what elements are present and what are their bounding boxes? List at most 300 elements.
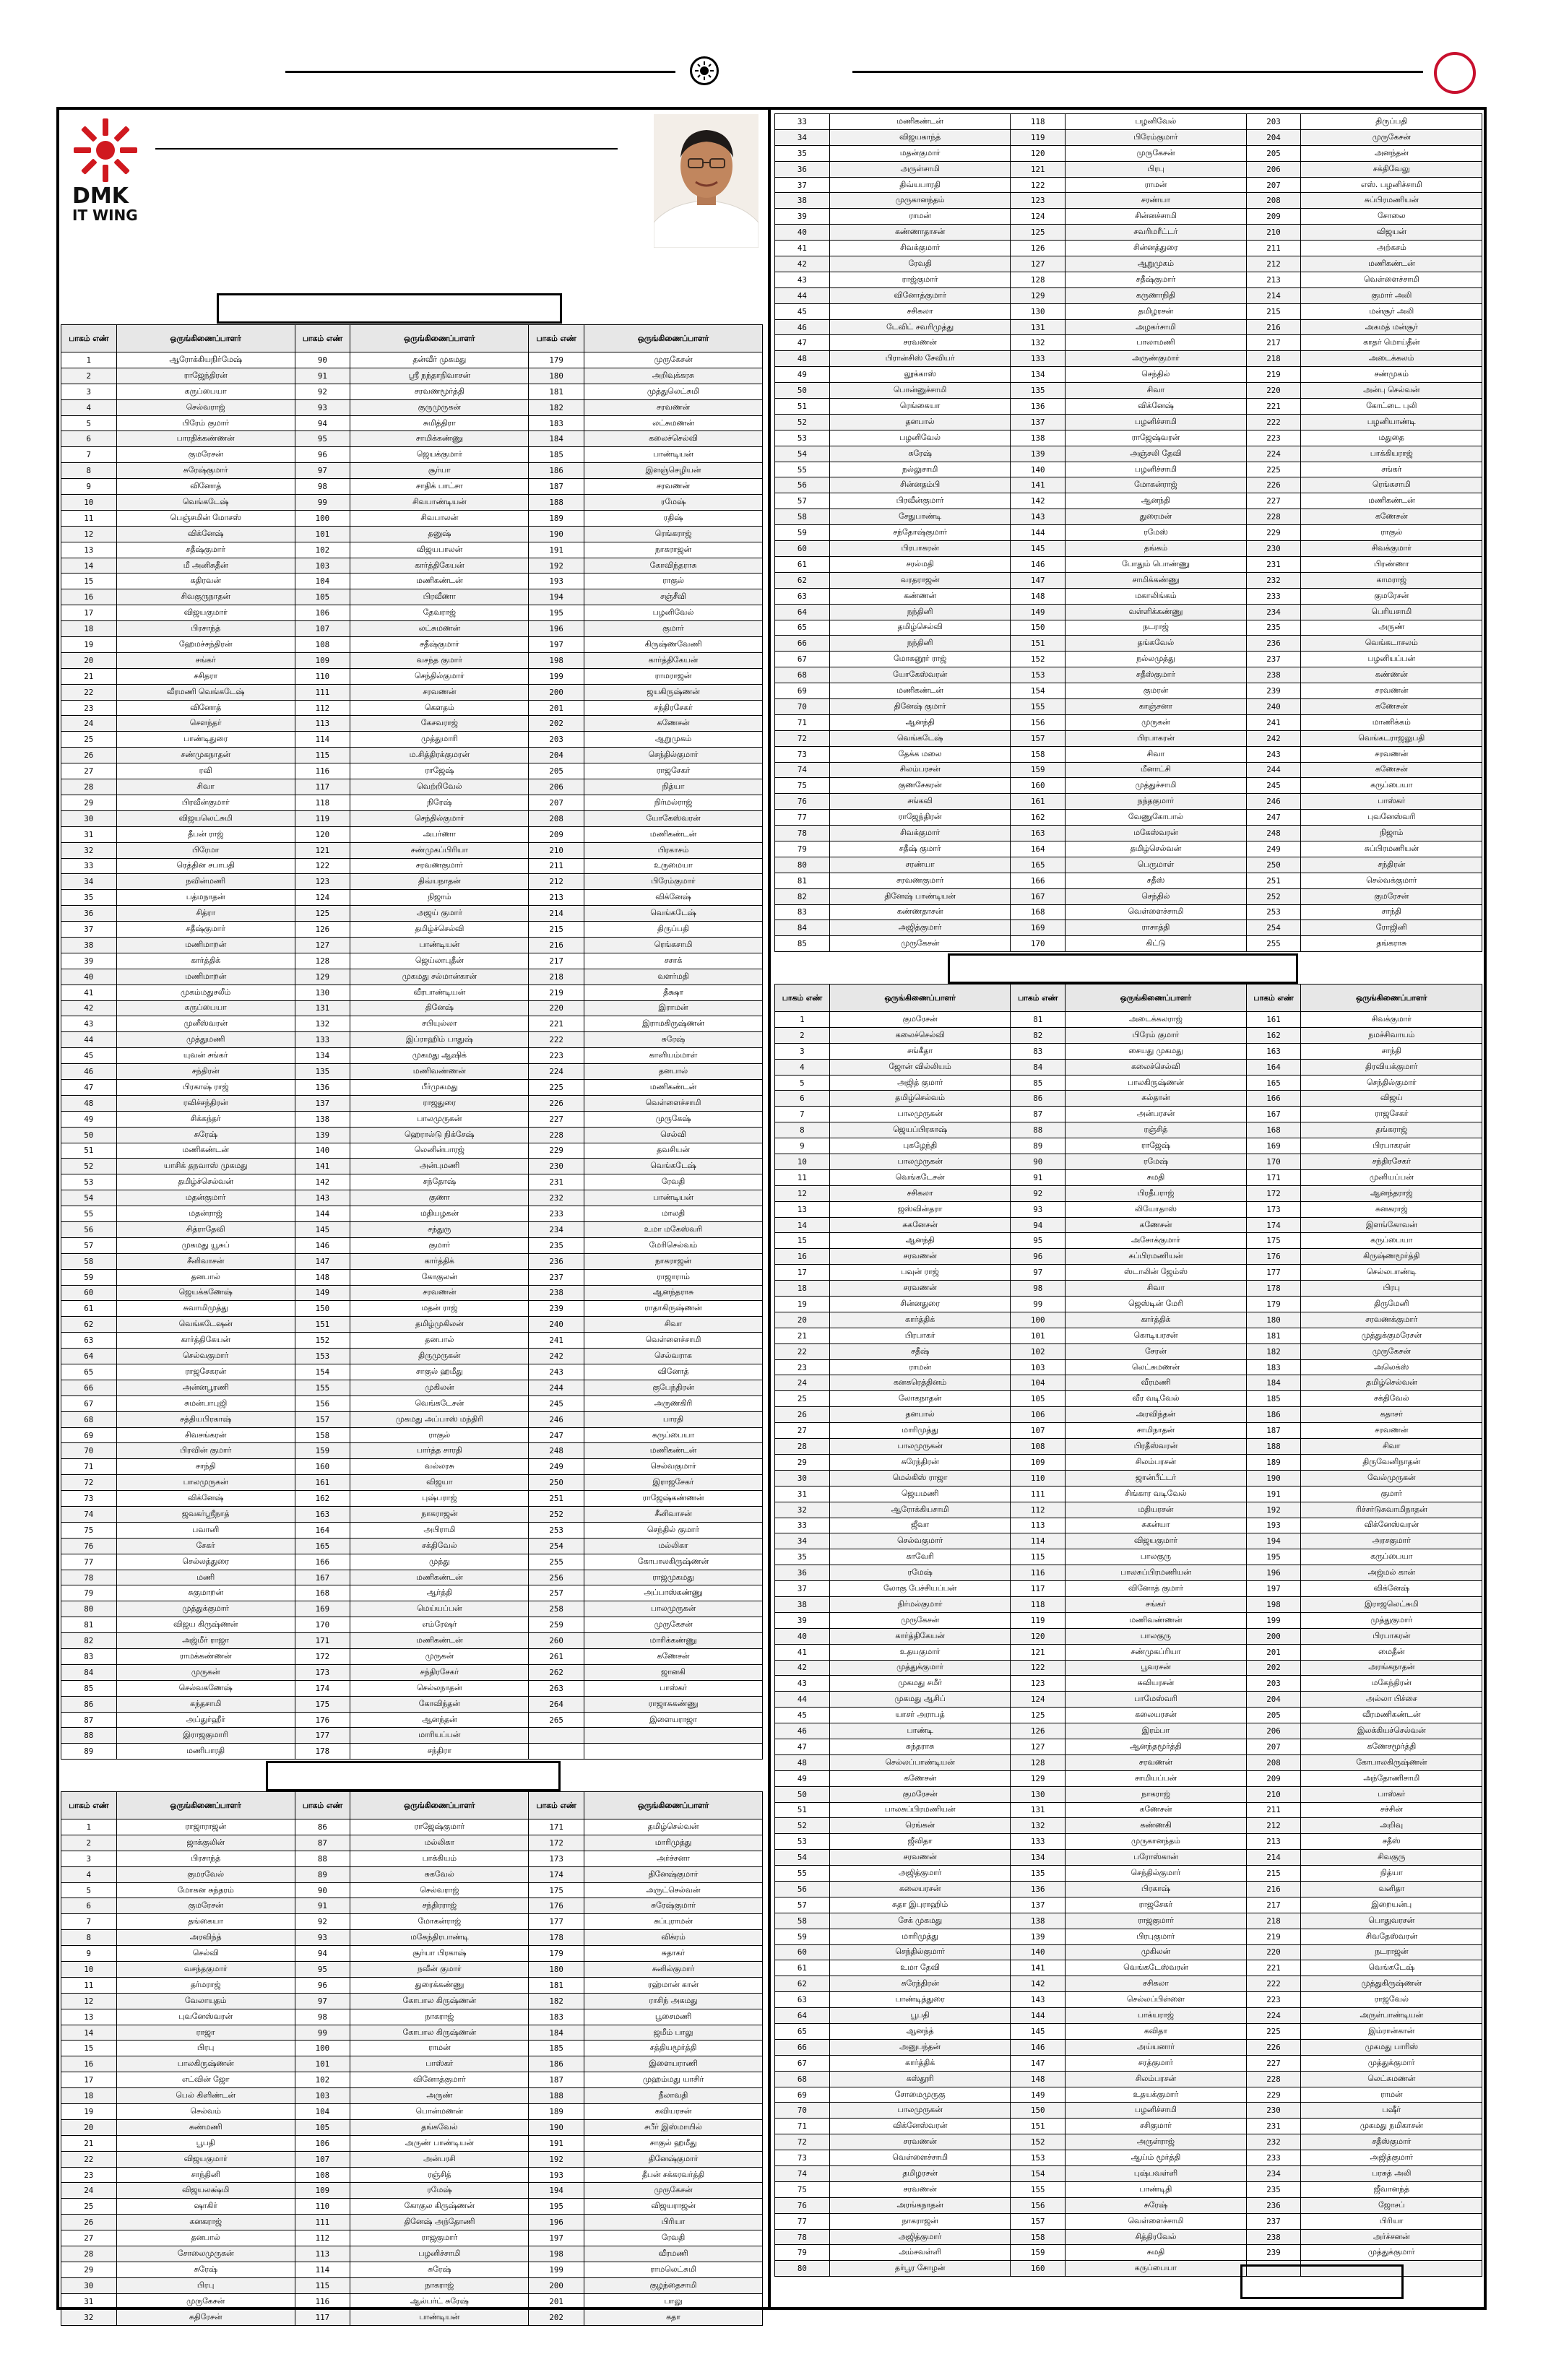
part-number-cell: 234	[1246, 604, 1301, 620]
coordinator-name-cell: ராஜசேகர்	[1301, 1107, 1482, 1122]
part-number-cell: 188	[529, 2088, 584, 2104]
part-number-cell: 40	[775, 225, 830, 241]
coordinator-name-cell: செல்வகுமார்	[584, 1459, 762, 1475]
party-emblem-icon	[690, 56, 719, 85]
table-row	[775, 778, 1482, 794]
coordinator-name-cell: பெஞ்சமின் மோசஸ்	[116, 510, 295, 526]
coordinator-name-cell: தினேஷ்குமார்	[584, 2151, 762, 2167]
coordinator-name-cell: முத்துக்குமார்	[116, 1601, 295, 1617]
part-number-cell: 203	[1246, 114, 1301, 130]
table-row	[775, 604, 1482, 620]
coordinator-name-cell: சரவணகுமார்	[829, 873, 1011, 888]
table-row	[775, 1107, 1482, 1122]
column-header-part-no: பாகம் எண்	[1011, 985, 1066, 1012]
table-row	[61, 748, 763, 763]
coordinator-name-cell: ஸ்டாலின் ஜேம்ஸ்	[1066, 1265, 1247, 1281]
coordinator-name-cell: முருகன்	[350, 1649, 529, 1665]
part-number-cell: 109	[295, 652, 350, 668]
part-number-cell: 167	[295, 1570, 350, 1585]
coordinator-name-cell: சரவணமூர்த்தி	[350, 384, 529, 399]
coordinator-name-cell: விக்னேஷ்	[1301, 1581, 1482, 1597]
part-number-cell: 221	[1246, 1960, 1301, 1976]
coordinator-name-cell: ராமன்	[350, 2041, 529, 2056]
part-number-cell: 235	[529, 1237, 584, 1253]
coordinator-name-cell: பழனிவேல்	[584, 605, 762, 621]
part-number-cell: 121	[1011, 161, 1066, 177]
part-number-cell: 185	[529, 2041, 584, 2056]
part-number-cell: 21	[61, 2135, 117, 2151]
coordinator-name-cell: ராஜகுமார்	[1066, 1913, 1247, 1929]
coordinator-name-cell: முத்துமாரி	[350, 732, 529, 748]
part-number-cell: 81	[775, 873, 830, 888]
part-number-cell: 216	[1246, 1881, 1301, 1897]
table-row	[61, 399, 763, 415]
coordinator-name-cell: ராதாகிருஷ்ணன்	[584, 1301, 762, 1317]
part-number-cell: 227	[1246, 493, 1301, 509]
part-number-cell: 82	[61, 1633, 117, 1649]
coordinator-name-cell: நிரேஷ்	[350, 795, 529, 810]
coordinator-name-cell: பிரதீபராஜ்	[1066, 1185, 1247, 1201]
table-row	[61, 1649, 763, 1665]
coordinator-name-cell: சாகுல் ஹமீது	[584, 2135, 762, 2151]
coordinator-name-cell: செந்தில்குமார்	[1301, 1075, 1482, 1091]
part-number-cell: 5	[775, 1075, 830, 1091]
part-number-cell: 150	[1011, 2103, 1066, 2119]
part-number-cell: 28	[61, 779, 117, 795]
part-number-cell: 54	[775, 446, 830, 462]
part-number-cell: 226	[1246, 477, 1301, 493]
table-row	[775, 1565, 1482, 1581]
part-number-cell: 18	[61, 621, 117, 637]
coordinator-name-cell: ஸ்ரீ நந்தாநிவாசன்	[350, 368, 529, 384]
coordinator-name-cell: தினேஷ் குமார்	[829, 698, 1011, 714]
coordinator-name-cell: சச்சின்	[1301, 1802, 1482, 1818]
coordinator-name-cell: நமச்சிவாயம்	[1301, 1027, 1482, 1043]
coordinator-name-cell: வெங்கடேஸ்வரன்	[1066, 1960, 1247, 1976]
coordinator-name-cell: இளையராஜா	[584, 1712, 762, 1728]
coordinator-name-cell: சுல்தான்	[1066, 1091, 1247, 1107]
part-number-cell: 169	[295, 1601, 350, 1617]
table-row	[775, 1676, 1482, 1692]
coordinator-name-cell: விஜயகுமார்	[1066, 1533, 1247, 1549]
table-row	[775, 1122, 1482, 1138]
table-row	[61, 1159, 763, 1174]
part-number-cell: 250	[1246, 857, 1301, 873]
coordinator-name-cell: பாண்டியன்	[584, 1190, 762, 1206]
part-number-cell: 95	[295, 1962, 350, 1978]
coordinator-name-cell: சரவணன்	[1301, 683, 1482, 699]
coordinator-name-cell: லோகநாதன்	[829, 1391, 1011, 1407]
part-number-cell: 175	[529, 1882, 584, 1898]
coordinator-name-cell: சக்திவேலு	[1301, 161, 1482, 177]
coordinator-name-cell: ரஞ்சித்	[1066, 1122, 1247, 1138]
part-number-cell: 15	[61, 574, 117, 589]
coordinator-name-cell: பாலகுரு	[1066, 1628, 1247, 1644]
coordinator-name-cell: சரவணன்	[1301, 746, 1482, 762]
coordinator-name-cell: நிர்மல்குமார்	[829, 1596, 1011, 1612]
part-number-cell: 22	[61, 2151, 117, 2167]
table-row	[61, 605, 763, 621]
coordinator-name-cell: சசிகலா	[829, 1185, 1011, 1201]
table-row	[61, 510, 763, 526]
part-number-cell: 66	[61, 1380, 117, 1395]
coordinator-name-cell: கார்த்திக்	[1066, 1312, 1247, 1328]
part-number-cell: 230	[1246, 541, 1301, 557]
coordinator-name-cell: சிவபாண்டியன்	[350, 495, 529, 511]
part-number-cell: 46	[775, 1723, 830, 1739]
table-row	[775, 1913, 1482, 1929]
table-row	[775, 2245, 1482, 2261]
part-number-cell: 251	[529, 1491, 584, 1507]
coordinator-name-cell: ராஜாசுகண்ணு	[584, 1696, 762, 1712]
table-row	[61, 415, 763, 431]
part-number-cell: 220	[1246, 1944, 1301, 1960]
part-number-cell: 169	[1011, 920, 1066, 936]
part-number-cell: 73	[775, 746, 830, 762]
coordinator-name-cell: ம.சித்திரக்குமரன்	[350, 748, 529, 763]
coordinator-name-cell: பெருமாள்	[1066, 857, 1247, 873]
coordinator-name-cell: ரமேஷ்	[350, 2183, 529, 2199]
coordinator-name-cell: ஜெய்லாபுதீன்	[350, 953, 529, 969]
table-row	[775, 1265, 1482, 1281]
column-header-coordinator: ஒருங்கிணைப்பாளர்	[350, 1792, 529, 1819]
table-row	[61, 684, 763, 700]
part-number-cell: 139	[1011, 446, 1066, 462]
coordinator-name-cell: நந்தகுமார்	[1066, 794, 1247, 810]
coordinator-name-cell: சுரேஷ்குமார்	[584, 1898, 762, 1914]
coordinator-name-cell: ஜயகிருஷ்ணன்	[584, 684, 762, 700]
part-number-cell: 147	[1011, 572, 1066, 588]
part-number-cell: 135	[1011, 1866, 1066, 1882]
coordinator-name-cell: அரவிந்தன்	[1066, 1407, 1247, 1423]
part-number-cell: 203	[1246, 1676, 1301, 1692]
part-number-cell: 67	[775, 2055, 830, 2071]
coordinator-name-cell: இலக்கியச்செல்வன்	[1301, 1723, 1482, 1739]
coordinator-name-cell: ஜானகி	[584, 1664, 762, 1680]
coordinator-name-cell: பாஸ்கர்	[1301, 1786, 1482, 1802]
coordinator-name-cell: அருள்ராஜ்	[1066, 2134, 1247, 2150]
part-number-cell: 96	[1011, 1249, 1066, 1265]
coordinator-name-cell: திருமுருகன்	[350, 1349, 529, 1364]
coordinator-name-cell: பாக்கியராஜ்	[1301, 446, 1482, 462]
part-number-cell: 77	[775, 810, 830, 826]
coordinator-name-cell	[584, 1744, 762, 1760]
table-row	[775, 667, 1482, 683]
coordinator-name-cell: கணேசன்	[1301, 762, 1482, 778]
part-number-cell: 216	[1246, 319, 1301, 335]
part-number-cell: 118	[295, 795, 350, 810]
coordinator-name-cell: அஜய் குமார்	[350, 906, 529, 922]
part-number-cell: 12	[775, 1185, 830, 1201]
table-row	[775, 1154, 1482, 1170]
part-number-cell: 55	[775, 462, 830, 477]
part-number-cell: 24	[61, 716, 117, 732]
part-number-cell: 146	[295, 1237, 350, 1253]
coordinator-name-cell: சேகர்	[116, 1538, 295, 1554]
part-number-cell: 96	[295, 1977, 350, 1993]
coordinator-name-cell: சுரேஷ்குமார்	[116, 463, 295, 479]
part-number-cell: 110	[295, 2199, 350, 2215]
table-row	[775, 319, 1482, 335]
coordinator-name-cell: முத்துக்குமார்	[829, 1660, 1011, 1676]
part-number-cell: 233	[1246, 2150, 1301, 2166]
part-number-cell: 89	[1011, 1138, 1066, 1154]
coordinator-name-cell: கார்த்திகேயன்	[829, 1628, 1011, 1644]
part-number-cell: 46	[61, 1064, 117, 1080]
part-number-cell: 2	[775, 1027, 830, 1043]
coordinator-name-cell: ராமன்	[829, 1359, 1011, 1375]
part-number-cell: 237	[1246, 2213, 1301, 2229]
table-row	[775, 1850, 1482, 1866]
table-row	[775, 399, 1482, 415]
part-number-cell: 97	[295, 463, 350, 479]
coordinator-name-cell: சுந்தராசு	[829, 1739, 1011, 1754]
table-row	[775, 1328, 1482, 1343]
part-number-cell: 29	[61, 795, 117, 810]
coordinator-name-cell: தனபால்	[829, 414, 1011, 430]
part-number-cell: 212	[529, 874, 584, 890]
coordinator-name-cell: ரமேஸ்	[1066, 525, 1247, 541]
part-number-cell: 15	[61, 2041, 117, 2056]
part-number-cell: 88	[1011, 1122, 1066, 1138]
part-number-cell: 33	[61, 858, 117, 874]
coordinator-name-cell: வெங்கடேஷ்	[584, 1159, 762, 1174]
coordinator-name-cell: அப்பாஸ்கண்ணு	[584, 1585, 762, 1601]
roster-table-right-bottom	[774, 984, 1482, 2277]
column-header-coordinator: ஒருங்கிணைப்பாளர்	[1301, 985, 1482, 1012]
coordinator-name-cell: பாலமுருகன்	[584, 1601, 762, 1617]
part-number-cell: 17	[61, 2072, 117, 2088]
part-number-cell: 75	[775, 2181, 830, 2197]
coordinator-name-cell: செல்லநாதன்	[350, 1680, 529, 1696]
coordinator-name-cell: ராஜதுரை	[350, 1095, 529, 1111]
coordinator-name-cell: யாசர் அராபத்	[829, 1708, 1011, 1723]
table-row	[775, 1660, 1482, 1676]
coordinator-name-cell: தினேஷ்	[350, 1000, 529, 1016]
coordinator-name-cell: முகமது சமீர்	[829, 1676, 1011, 1692]
part-number-cell: 149	[295, 1285, 350, 1301]
part-number-cell: 51	[775, 1802, 830, 1818]
coordinator-name-cell: சிலம்பரசன்	[1066, 2071, 1247, 2087]
part-number-cell: 94	[1011, 1217, 1066, 1233]
part-number-cell: 163	[1246, 1043, 1301, 1059]
part-number-cell: 153	[295, 1349, 350, 1364]
table-row	[775, 1169, 1482, 1185]
part-number-cell: 78	[61, 1570, 117, 1585]
coordinator-name-cell: தமிழ்முகிலன்	[350, 1317, 529, 1333]
coordinator-name-cell: வெள்ளைச்சாமி	[584, 1095, 762, 1111]
part-number-cell: 240	[529, 1317, 584, 1333]
coordinator-name-cell: லியோதாஸ்	[1066, 1201, 1247, 1217]
part-number-cell: 237	[1246, 652, 1301, 667]
logo-subtitle: IT WING	[72, 207, 138, 224]
part-number-cell: 126	[1011, 241, 1066, 256]
coordinator-name-cell: வேலாயுதம்	[116, 1993, 295, 2009]
part-number-cell: 165	[1246, 1075, 1301, 1091]
coordinator-name-cell: அஜ்மீர் ராஜா	[116, 1633, 295, 1649]
coordinator-name-cell: முகமது அப்பாஸ் மந்திரி	[350, 1411, 529, 1427]
coordinator-name-cell: திவ்யநாதன்	[350, 874, 529, 890]
coordinator-name-cell: சேதுபாண்டி	[829, 509, 1011, 525]
coordinator-name-cell: கதா	[584, 2309, 762, 2325]
table-row	[775, 652, 1482, 667]
part-number-cell: 111	[1011, 1486, 1066, 1502]
part-number-cell: 214	[529, 906, 584, 922]
part-number-cell: 1	[61, 352, 117, 368]
coordinator-name-cell: தமிழ்ச்செல்வன்	[116, 1174, 295, 1190]
table-row	[61, 1349, 763, 1364]
coordinator-name-cell: சுவாமிமுத்து	[116, 1301, 295, 1317]
coordinator-name-cell: வீரமணி	[584, 2246, 762, 2262]
table-row	[775, 1281, 1482, 1297]
part-number-cell: 34	[61, 874, 117, 890]
part-number-cell: 155	[295, 1380, 350, 1395]
coordinator-name-cell: காளியம்மாள்	[584, 1048, 762, 1064]
part-number-cell: 45	[61, 1048, 117, 1064]
part-number-cell: 31	[775, 1486, 830, 1502]
part-number-cell: 207	[1246, 1739, 1301, 1754]
part-number-cell: 32	[61, 2309, 117, 2325]
part-number-cell: 201	[529, 700, 584, 716]
part-number-cell: 80	[61, 1601, 117, 1617]
table-row	[61, 1443, 763, 1459]
part-number-cell: 265	[529, 1712, 584, 1728]
part-number-cell: 108	[1011, 1439, 1066, 1455]
part-number-cell: 208	[1246, 193, 1301, 209]
part-number-cell: 157	[295, 1411, 350, 1427]
coordinator-name-cell: சசாக்	[584, 953, 762, 969]
part-number-cell: 204	[1246, 1692, 1301, 1708]
part-number-cell: 69	[775, 2087, 830, 2103]
header-rule-right	[852, 71, 1423, 73]
part-number-cell: 143	[1011, 509, 1066, 525]
part-number-cell: 24	[775, 1375, 830, 1391]
part-number-cell: 21	[775, 1328, 830, 1343]
part-number-cell: 88	[295, 1851, 350, 1866]
part-number-cell: 186	[529, 2056, 584, 2072]
coordinator-name-cell: கணேசன்	[1301, 698, 1482, 714]
part-number-cell: 194	[1246, 1533, 1301, 1549]
part-number-cell: 7	[61, 447, 117, 463]
part-number-cell: 211	[1246, 241, 1301, 256]
coordinator-name-cell: மல்லிகா	[350, 1835, 529, 1851]
coordinator-name-cell: அழகர்சாமி	[1066, 319, 1247, 335]
part-number-cell: 18	[61, 2088, 117, 2104]
part-number-cell: 227	[1246, 2055, 1301, 2071]
coordinator-name-cell: மணிகண்டன்	[584, 1079, 762, 1095]
part-number-cell: 36	[775, 161, 830, 177]
coordinator-name-cell: தமிழ்செல்வன்	[1301, 1375, 1482, 1391]
coordinator-name-cell: விக்னேஷ்	[116, 526, 295, 542]
table-row	[61, 1696, 763, 1712]
part-number-cell: 228	[529, 1127, 584, 1143]
part-number-cell: 144	[1011, 525, 1066, 541]
coordinator-name-cell: ரெத்தின சபாபதி	[116, 858, 295, 874]
coordinator-name-cell: சீனிவாசன்	[584, 1507, 762, 1523]
coordinator-name-cell: மதியழகன்	[350, 1206, 529, 1222]
coordinator-name-cell: இறையன்பு	[1301, 1897, 1482, 1913]
part-number-cell: 55	[775, 1866, 830, 1882]
coordinator-name-cell: சந்திரன்	[1301, 857, 1482, 873]
part-number-cell: 230	[1246, 2103, 1301, 2119]
coordinator-name-cell: குமார்	[584, 621, 762, 637]
coordinator-name-cell: சுகனேசன்	[829, 1217, 1011, 1233]
coordinator-name-cell: ஆரோக்கியசாமி	[829, 1502, 1011, 1518]
coordinator-name-cell: ராஜேந்திரன்	[116, 368, 295, 384]
part-number-cell: 95	[1011, 1233, 1066, 1249]
coordinator-name-cell: உருமையா	[584, 858, 762, 874]
part-number-cell: 170	[1246, 1154, 1301, 1170]
coordinator-name-cell: பிரபு	[1066, 161, 1247, 177]
coordinator-name-cell: செந்தில்குமார்	[829, 1944, 1011, 1960]
table-row	[61, 1301, 763, 1317]
part-number-cell: 49	[775, 1770, 830, 1786]
table-row	[61, 1269, 763, 1285]
part-number-cell: 159	[295, 1443, 350, 1459]
part-number-cell: 41	[775, 241, 830, 256]
coordinator-name-cell: கலைச்செல்வி	[1066, 1059, 1247, 1075]
coordinator-name-cell: எம்ரேஷர்	[350, 1617, 529, 1633]
coordinator-name-cell: பாரதி	[584, 1411, 762, 1427]
part-number-cell: 51	[775, 399, 830, 415]
coordinator-name-cell: நவின்மணி	[116, 874, 295, 890]
part-number-cell: 2	[61, 1835, 117, 1851]
part-number-cell: 115	[295, 2277, 350, 2293]
coordinator-name-cell: முகமது நமிகாசன்	[1301, 2119, 1482, 2134]
part-number-cell: 149	[1011, 604, 1066, 620]
part-number-cell: 143	[295, 1190, 350, 1206]
coordinator-name-cell: முனியப்பன்	[1301, 1169, 1482, 1185]
part-number-cell: 116	[295, 2293, 350, 2309]
part-number-cell: 231	[529, 1174, 584, 1190]
part-number-cell: 74	[775, 2166, 830, 2182]
coordinator-name-cell: பிரபு	[1301, 1281, 1482, 1297]
part-number-cell: 177	[295, 1728, 350, 1744]
coordinator-name-cell: இராஜசேகர்	[584, 1475, 762, 1491]
coordinator-name-cell: கலைச்செல்வி	[829, 1027, 1011, 1043]
part-number-cell: 184	[1246, 1375, 1301, 1391]
part-number-cell: 174	[295, 1680, 350, 1696]
coordinator-name-cell: ஜெயமணி	[829, 1486, 1011, 1502]
table-row	[775, 1439, 1482, 1455]
part-number-cell: 156	[1011, 714, 1066, 730]
coordinator-name-cell: பீர்முகமது	[350, 1079, 529, 1095]
part-number-cell: 43	[775, 272, 830, 287]
part-number-cell: 13	[61, 2009, 117, 2025]
part-number-cell: 248	[1246, 826, 1301, 841]
part-number-cell: 157	[1011, 2213, 1066, 2229]
coordinator-name-cell: முத்து	[350, 1554, 529, 1570]
coordinator-name-cell: அருண்	[1301, 620, 1482, 636]
logo-title: DMK	[72, 183, 129, 209]
coordinator-name-cell: தமிழ்ச்செல்வி	[350, 922, 529, 938]
part-number-cell: 242	[529, 1349, 584, 1364]
coordinator-name-cell: முருகேஷ்	[584, 1111, 762, 1127]
column-header-coordinator: ஒருங்கிணைப்பாளர்	[584, 1792, 762, 1819]
table-row	[61, 2151, 763, 2167]
part-number-cell: 133	[1011, 1834, 1066, 1850]
table-row	[61, 384, 763, 399]
part-number-cell: 213	[1246, 1834, 1301, 1850]
coordinator-name-cell: சண்முகப்ரியா	[1066, 1644, 1247, 1660]
part-number-cell: 49	[61, 1111, 117, 1127]
coordinator-name-cell: தங்கராசு	[1301, 936, 1482, 952]
coordinator-name-cell: வினோத் குமார்	[1066, 1581, 1247, 1597]
coordinator-name-cell: ராஜேஷ்கண்ணன்	[584, 1491, 762, 1507]
part-number-cell: 215	[1246, 303, 1301, 319]
coordinator-name-cell: அன்பரசி	[350, 2151, 529, 2167]
table-row	[775, 572, 1482, 588]
